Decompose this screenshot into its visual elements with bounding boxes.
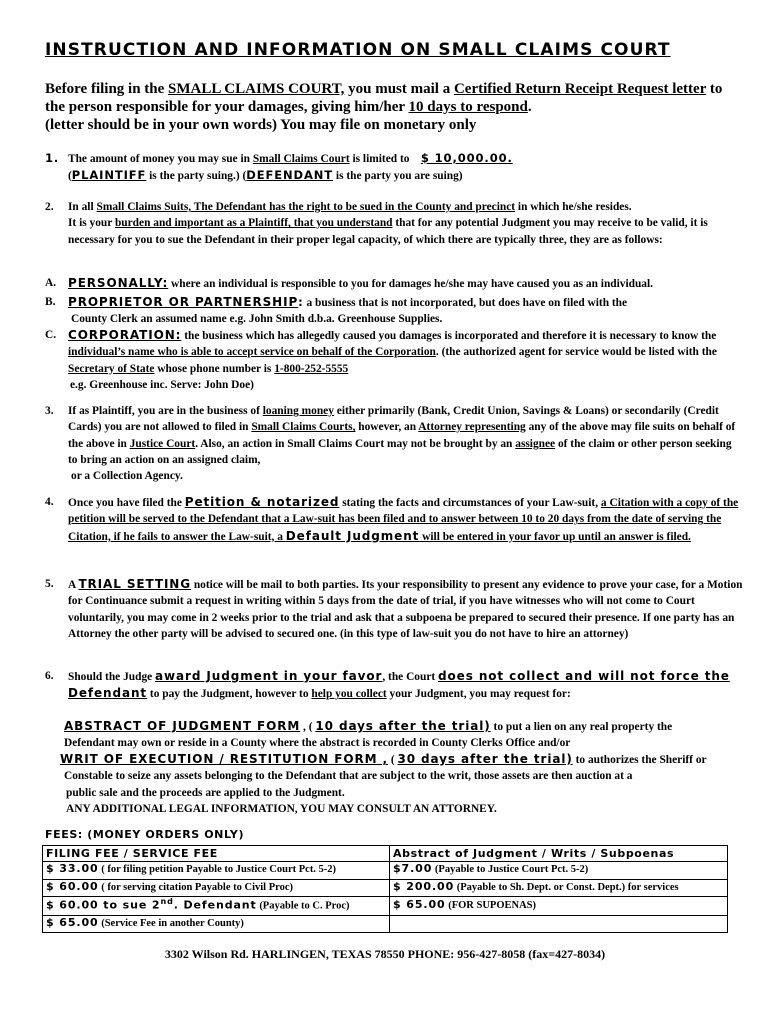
fee-cell	[43, 915, 390, 932]
text: Once you have filed the	[68, 497, 185, 509]
intro-note: (letter should be in your own words) You may file on monetary only	[45, 117, 477, 133]
text: Should the Judge	[68, 671, 156, 683]
fee-cell	[43, 862, 390, 879]
limit-amount: $ 10,000.00.	[420, 151, 513, 165]
fee-description: (Payable to Sh. Dept. or Const. Dept.) for services	[454, 881, 679, 893]
text: Small Claims Courts,	[251, 421, 356, 434]
text: will be entered in your favor up until an answer is filed.	[419, 530, 691, 543]
capacity-label: PROPRIETOR OR PARTNERSHIP	[68, 295, 299, 309]
table-row	[43, 862, 728, 879]
text: to put a lien on any real property the	[490, 721, 673, 733]
text: , (	[300, 721, 316, 733]
text: It is your	[68, 217, 115, 230]
text: , the Court	[382, 671, 439, 683]
item-letter: C.	[45, 329, 57, 341]
section-number: 3.	[45, 405, 54, 417]
text: public sale and the proceeds are applied to the Judgment.	[66, 786, 345, 799]
plaintiff-term: PLAINTIFF	[71, 168, 147, 183]
text: a business that is not incorporated, but does have on filed with the	[303, 297, 628, 309]
trial-setting-term: TRIAL SETTING	[78, 577, 191, 591]
fee-description: ( for serving citation Payable to Civil Proc)	[98, 881, 293, 893]
section-1-body	[68, 150, 743, 185]
phone-number: 1-800-252-5555	[274, 362, 349, 375]
text: however, an	[355, 421, 419, 434]
text: where an individual is responsible to you for damages he/she may have caused you as an individual.	[168, 278, 654, 290]
award-term: award Judgment in your favor	[155, 669, 383, 683]
text: If as Plaintiff, you are in the business of	[68, 405, 263, 417]
capacity-label: PERSONALLY:	[68, 276, 169, 290]
text: . Also, an action in Small Claims Court may not be brought by an	[195, 437, 516, 450]
fee-description: ( for filing petition Payable to Justice Court Pct. 5-2)	[98, 864, 337, 876]
fees-title: FEES: (MONEY ORDERS ONLY)	[45, 828, 245, 841]
text: A	[68, 579, 79, 591]
text: burden and important as a Plaintiff, that you understand	[114, 217, 393, 230]
fee-description: (FOR SUPOENAS)	[445, 899, 536, 911]
abstract-days: 10 days after the trial)	[315, 719, 491, 733]
section-number: 2.	[45, 201, 54, 213]
text: help you collect	[311, 688, 387, 701]
text: Small Claims Suits, The Defendant has the right to be sued in the County and precinct	[96, 201, 516, 213]
fee-description: (Service Fee in another County)	[98, 917, 244, 929]
fee-cell	[390, 879, 728, 896]
fee-cell	[390, 862, 728, 879]
abstract-of-judgment	[64, 718, 744, 752]
writ-days: 30 days after the trial)	[397, 752, 573, 766]
fees-table	[42, 845, 728, 933]
fee-amount: $7.00	[393, 862, 433, 876]
text: that for any potential Judgment you may receive to be valid, it is necessary for you to sue the Defendant in their proper legal capacity, of which there are typically three, they are as follows:	[68, 217, 708, 246]
default-judgment-term: Default Judgment	[285, 528, 420, 543]
text: in which he/she resides.	[515, 201, 632, 213]
section-number: 5.	[45, 578, 54, 590]
text: is the party you are suing)	[333, 170, 463, 183]
section-3-body	[68, 403, 743, 484]
text: your Judgment, you may request for:	[386, 688, 571, 701]
text: The amount of money you may sue in	[68, 153, 253, 165]
text: :	[298, 295, 304, 309]
section-number: 6.	[45, 670, 54, 682]
text: any of the above may file suits on behalf of the above in	[68, 421, 736, 450]
text: . (the authorized agent for service would be listed with the	[435, 346, 717, 359]
fee-cell	[43, 879, 390, 896]
text: e.g. Greenhouse inc. Serve: John Doe)	[70, 378, 254, 391]
section-6-body	[68, 668, 743, 703]
not-collect-term: does not collect and will not force the Defendant	[68, 669, 730, 701]
text: to authorizes the Sheriff or	[572, 754, 707, 766]
fee-description: (Payable to C. Proc)	[256, 900, 350, 912]
text: stating the facts and circumstances of your Law-suit,	[339, 497, 601, 509]
fee-amount: . Defendant	[173, 898, 257, 912]
text: of the claim or other person seeking to bring an action on an assigned claim,	[68, 437, 732, 466]
item-letter: B.	[45, 296, 56, 308]
text: Small Claims Court	[252, 153, 350, 165]
text: Justice Court	[129, 437, 196, 450]
fee-cell	[390, 896, 728, 915]
text: (	[387, 754, 398, 766]
text: Constable to seize any assets belonging to the Defendant that are subject to the writ, those assets are then auction at a	[64, 770, 633, 783]
intro-letter: Certified Return Receipt Request letter	[453, 81, 707, 97]
text: notice will be mail to both parties. Its your responsibility to present any evidence to prove your case, for a Motion for Continuance submit a request in writing within 5 days from the date of trial, if you have witnesses who will not come to Court voluntarily, you may come in 2 weeks prior to the trial and ask that a subpoena be prepared to secured their presence. If one party has an Attorney the other party will be advised to secured one. (in this type of law-suit you do not have to hire an attorney)	[68, 579, 743, 640]
fees-header-left: FILING FEE / SERVICE FEE	[43, 846, 390, 862]
defendant-term: DEFENDANT	[246, 168, 334, 183]
text: Defendant may own or reside in a County where the abstract is recorded in County Clerks Office and/or	[64, 737, 571, 750]
section-number: 1.	[45, 151, 60, 165]
section-2-body	[68, 199, 743, 248]
fee-description: (Payable to Justice Court Pct. 5-2)	[432, 864, 589, 876]
page-title: INSTRUCTION AND INFORMATION ON SMALL CLAIMS COURT	[45, 40, 671, 60]
item-letter: A.	[45, 277, 57, 289]
fee-amount: $ 200.00	[393, 879, 455, 893]
table-row	[43, 896, 728, 915]
text: or a Collection Agency.	[71, 470, 183, 483]
fees-header-row	[43, 846, 728, 862]
intro-text: you must mail a	[344, 81, 454, 97]
fee-amount: $ 33.00	[46, 862, 99, 876]
capacity-b-body	[68, 294, 743, 328]
intro-paragraph	[45, 80, 735, 134]
intro-text: Before filing in the	[45, 81, 169, 97]
intro-text: .	[527, 99, 532, 115]
fee-amount: $ 65.00	[393, 897, 446, 911]
section-4-body	[68, 494, 743, 545]
text: ANY ADDITIONAL LEGAL INFORMATION, YOU MAY CONSULT AN ATTORNEY.	[66, 802, 497, 815]
text: to pay the Judgment, however to	[147, 688, 312, 701]
intro-days: 10 days to respond	[408, 99, 528, 115]
table-row	[43, 879, 728, 896]
intro-court: SMALL CLAIMS COURT,	[168, 81, 345, 97]
capacity-a-body	[68, 275, 743, 292]
text: assignee	[515, 437, 556, 450]
table-row	[43, 915, 728, 932]
fee-amount: $ 60.00 to sue 2	[46, 898, 161, 912]
text: Secretary of State	[68, 362, 155, 375]
text: County Clerk an assumed name e.g. John Smith d.b.a. Greenhouse Supplies.	[71, 313, 443, 326]
text: is limited to	[349, 153, 413, 165]
capacity-label: CORPORATION:	[68, 328, 182, 342]
section-5-body	[68, 576, 743, 642]
text: the business which has allegedly caused you damages is incorporated and therefore it is necessary to know the	[181, 330, 717, 342]
text: a Citation with a copy of the petition will be served to the Defendant that a Law-suit has been filed and to answer between 10 to 20 days from the date of serving the Citation, if he fails to answer the Law-suit, a	[68, 497, 739, 543]
fee-cell	[390, 915, 728, 932]
text: individual’s name who is able to accept service on behalf of the Corporation	[68, 346, 436, 359]
writ-label: WRIT OF EXECUTION / RESTITUTION FORM ,	[60, 752, 388, 766]
superscript: nd	[160, 896, 174, 906]
petition-term: Petition & notarized	[184, 495, 340, 509]
capacity-c-body	[68, 327, 743, 393]
text: loaning money	[262, 405, 334, 417]
text: whose phone number is	[154, 362, 275, 375]
writ-of-execution	[60, 751, 750, 817]
fee-cell	[43, 896, 390, 915]
text: In all	[68, 201, 97, 213]
fee-amount: $ 65.00	[46, 915, 99, 929]
text: Attorney representing	[418, 421, 526, 434]
text: is the party suing.) (	[146, 170, 247, 183]
intro-text: to the person responsible for your damages, giving him/her	[45, 81, 723, 115]
fees-header-right: Abstract of Judgment / Writs / Subpoenas	[390, 846, 728, 862]
fee-amount: $ 60.00	[46, 879, 99, 893]
footer-address: 3302 Wilson Rd. HARLINGEN, TEXAS 78550 PHONE: 956-427-8058 (fax=427-8034)	[164, 947, 606, 961]
text: (	[68, 170, 72, 183]
text: either primarily (Bank, Credit Union, Savings & Loans) or secondarily (Credit Cards) you are not allowed to filed in	[68, 405, 719, 434]
abstract-label: ABSTRACT OF JUDGMENT FORM	[64, 719, 301, 733]
section-number: 4.	[45, 496, 54, 508]
